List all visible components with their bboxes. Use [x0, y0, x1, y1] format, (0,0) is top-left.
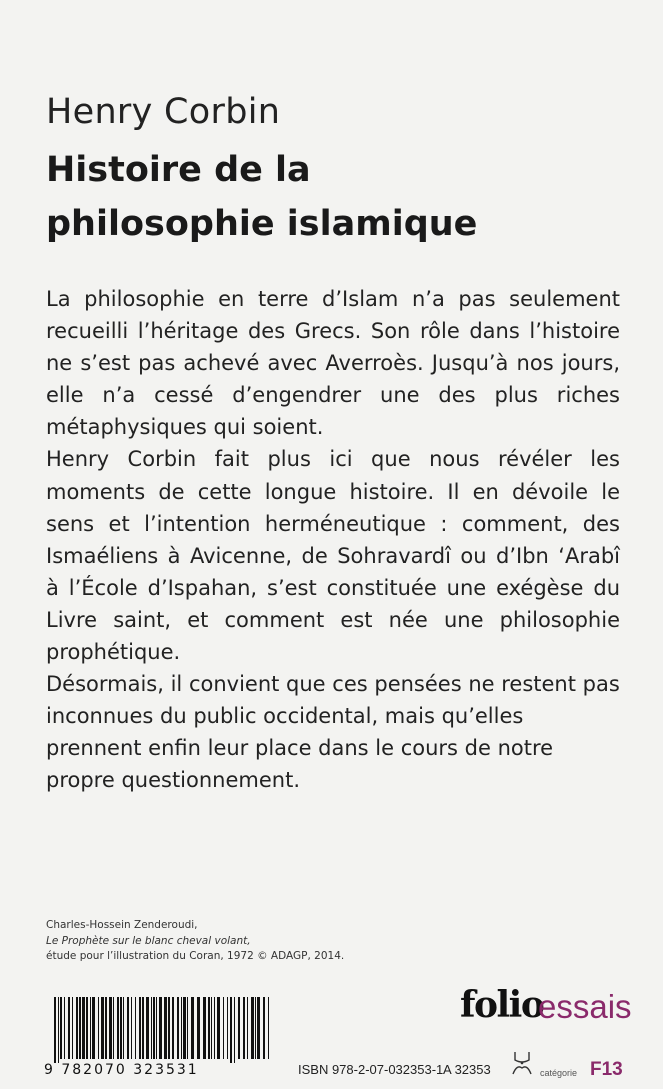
barcode-bar — [251, 997, 254, 1059]
barcode-bar — [113, 997, 114, 1059]
barcode-bar — [123, 997, 124, 1059]
barcode-bar — [58, 997, 59, 1063]
barcode-bar — [151, 997, 152, 1059]
barcode-bar — [255, 997, 256, 1059]
barcode-bar — [72, 997, 73, 1059]
barcode-bar — [234, 997, 235, 1063]
barcode-bar — [230, 997, 232, 1063]
blurb-paragraph-3: Désormais, il convient que ces pensées ne restent pas inconnues du public occidental, mais qu’elles prennent enfin leur place dans le cours de notre propre questionnement. — [46, 672, 620, 793]
barcode-digits: 9 782070 323531 — [44, 1062, 199, 1078]
barcode-bar — [247, 997, 248, 1059]
barcode-bar — [60, 997, 62, 1059]
barcode-bar — [76, 997, 78, 1059]
category-code: F13 — [590, 1059, 623, 1080]
blurb-paragraph-1: La philosophie en terre d’Islam n’a pas seulement recueilli l’héritage des Grecs. Son rôle dans l’histoire ne s’est pas achevé avec Averroès. Jusqu’à nos jours, elle n’a cessé d’engendrer une des plus riches métaphysiques qui soient. — [46, 287, 620, 440]
barcode-bar — [208, 997, 210, 1059]
barcode-bar — [268, 997, 269, 1059]
barcode-bar — [203, 997, 206, 1059]
barcode-bar — [257, 997, 260, 1059]
barcode-bars — [44, 995, 280, 1063]
barcode-bar — [82, 997, 85, 1059]
barcode-bar — [120, 997, 122, 1059]
book-title — [46, 143, 477, 251]
barcode-bar — [101, 997, 104, 1059]
barcode-bar — [105, 997, 107, 1059]
barcode-bar — [64, 997, 65, 1059]
barcode-bar — [159, 997, 162, 1059]
credit-artwork-title: Le Prophète sur le blanc cheval volant, — [46, 934, 251, 947]
barcode-bar — [227, 997, 228, 1059]
barcode-bar — [142, 997, 144, 1059]
barcode-bar — [223, 997, 224, 1059]
isbn-number: ISBN 978-2-07-032353-1 — [298, 1062, 444, 1077]
barcode-bar — [217, 997, 220, 1059]
barcode-bar — [191, 997, 194, 1059]
barcode-bar — [117, 997, 119, 1059]
barcode-bar — [263, 997, 265, 1059]
barcode-bar — [238, 997, 240, 1059]
category-label: catégorie — [540, 1068, 578, 1078]
credit-artist: Charles-Hossein Zenderoudi, — [46, 919, 198, 931]
credit-details: étude pour l’illustration du Coran, 1972 © ADAGP, 2014. — [46, 950, 345, 962]
reference-number: A 32353 — [443, 1062, 491, 1077]
barcode-bar — [139, 997, 141, 1059]
barcode-bar — [153, 997, 155, 1059]
barcode-bar — [92, 997, 95, 1059]
barcode-bar — [90, 997, 91, 1059]
barcode — [44, 995, 280, 1063]
barcode-bar — [146, 997, 149, 1059]
barcode-bar — [156, 997, 157, 1059]
author-name: Henry Corbin — [46, 92, 281, 132]
barcode-bar — [164, 997, 167, 1059]
barcode-bar — [181, 997, 182, 1059]
barcode-bar — [172, 997, 174, 1059]
barcode-bar — [214, 997, 215, 1059]
book-title-line-1: Histoire de la — [46, 150, 311, 190]
blurb — [46, 283, 620, 797]
barcode-bar — [98, 997, 99, 1059]
barcode-bar — [54, 997, 56, 1063]
barcode-bar — [187, 997, 188, 1059]
barcode-bar — [68, 997, 70, 1059]
barcode-bar — [183, 997, 186, 1059]
book-title-line-2: philosophie islamique — [46, 204, 478, 244]
barcode-bar — [79, 997, 81, 1059]
folio-logo: folio — [460, 984, 544, 1026]
barcode-bar — [211, 997, 212, 1059]
barcode-bar — [131, 997, 132, 1059]
barcode-bar — [197, 997, 200, 1059]
barcode-bar — [109, 997, 112, 1059]
barcode-bar — [168, 997, 170, 1059]
blurb-paragraph-2: Henry Corbin fait plus ici que nous révéler les moments de cette longue histoire. Il en dévoile le sens et l’intention herméneutique : comment, des Ismaéliens à Avicenne, de Sohravardî ou d’Ibn ‘Arabî à l’École d’Ispahan, s’est constituée une exégèse du Livre saint, et comment est née une philosophie prophétique. — [46, 447, 620, 665]
essais-logo: essais — [538, 988, 632, 1025]
barcode-bar — [127, 997, 129, 1059]
barcode-bar — [243, 997, 245, 1059]
cover-art-credit — [46, 918, 344, 965]
gallimard-icon — [510, 1050, 534, 1076]
barcode-bar — [135, 997, 136, 1059]
barcode-bar — [86, 997, 88, 1059]
barcode-bar — [177, 997, 179, 1059]
